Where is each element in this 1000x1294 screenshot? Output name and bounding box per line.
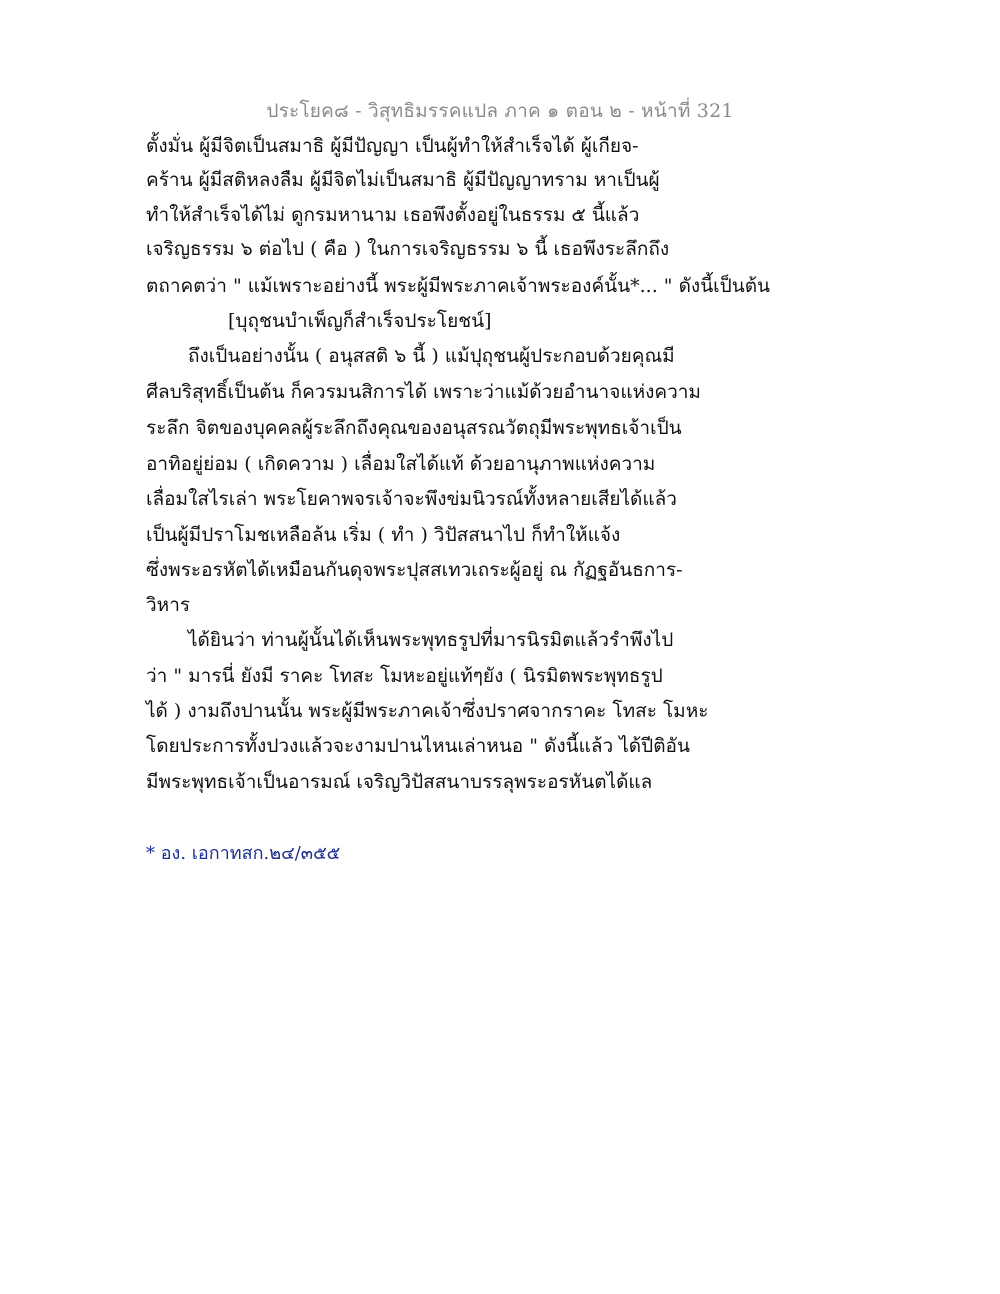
footnote: * อง. เอกาทสก.๒๔/๓๕๕ [146,843,341,864]
text-line: มีพระพุทธเจ้าเป็นอารมณ์ เจริญวิปัสสนาบรรลุพระอรหันตได้แล [146,771,653,793]
text-line: ได้ยินว่า ท่านผู้นั้นได้เห็นพระพุทธรูปที่มารนิรมิตแล้วรำพึงไป [188,629,674,651]
text-line: โดยประการทั้งปวงแล้วจะงามปานไหนเล่าหนอ " ดังนี้แล้ว ได้ปีติอัน [146,735,690,757]
text-line: อาทิอยู่ย่อม ( เกิดความ ) เลื่อมใสได้แท้ ด้วยอานุภาพแห่งความ [146,453,656,475]
text-line: เลื่อมใสไรเล่า พระโยคาพจรเจ้าจะพึงข่มนิวรณ์ทั้งหลายเสียได้แล้ว [146,488,677,510]
running-title: ประโยค๘ - วิสุทธิมรรคแปล ภาค ๑ ตอน ๒ - หน้าที่ 321 [266,100,734,122]
text-line: ถึงเป็นอย่างนั้น ( อนุสสติ ๖ นี้ ) แม้ปุถุชนผู้ประกอบด้วยคุณมี [188,345,675,367]
text-line: ทำให้สำเร็จได้ไม่ ดูกรมหานาม เธอพึงตั้งอยู่ในธรรม ๕ นี้แล้ว [146,204,640,226]
section-heading: [บุถุชนบำเพ็ญก็สำเร็จประโยชน์] [228,310,492,332]
text-line: ศีลบริสุทธิ์เป็นต้น ก็ควรมนสิการได้ เพราะว่าแม้ด้วยอำนาจแห่งความ [146,381,701,403]
text-line: ตถาคตว่า " แม้เพราะอย่างนี้ พระผู้มีพระภาคเจ้าพระองค์นั้น*... " ดังนี้เป็นต้น [146,275,771,297]
text-line: เป็นผู้มีปราโมชเหลือล้น เริ่ม ( ทำ ) วิปัสสนาไป ก็ทำให้แจ้ง [146,524,621,546]
text-line: ตั้งมั่น ผู้มีจิตเป็นสมาธิ ผู้มีปัญญา เป็นผู้ทำให้สำเร็จได้ ผู้เกียจ- [146,135,639,157]
text-line: ซึ่งพระอรหัตได้เหมือนกันดุจพระปุสสเทวเถระผู้อยู่ ณ กัฏฐอันธการ- [146,559,683,581]
text-line: ว่า " มารนี่ ยังมี ราคะ โทสะ โมหะอยู่แท้ๆยัง ( นิรมิตพระพุทธรูป [146,665,663,687]
text-line: วิหาร [146,594,191,616]
text-line: ระลึก จิตของบุคคลผู้ระลึกถึงคุณของอนุสรณวัตถุมีพระพุทธเจ้าเป็น [146,417,682,439]
text-line: เจริญธรรม ๖ ต่อไป ( คือ ) ในการเจริญธรรม ๖ นี้ เธอพึงระลึกถึง [146,238,670,260]
running-header [0,96,1000,126]
text-line: ได้ ) งามถึงปานนั้น พระผู้มีพระภาคเจ้าซึ่งปราศจากราคะ โทสะ โมหะ [146,700,709,722]
text-line: คร้าน ผู้มีสติหลงลืม ผู้มีจิตไม่เป็นสมาธิ ผู้มีปัญญาทราม หาเป็นผู้ [146,169,660,191]
